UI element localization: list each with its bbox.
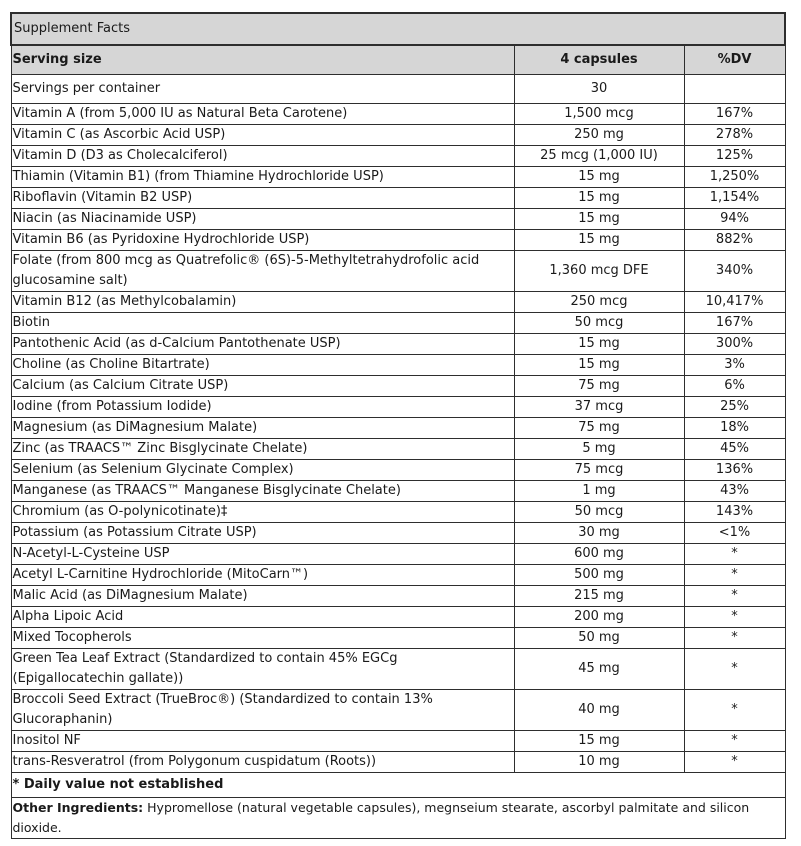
ingredient-name: Iodine (from Potassium Iodide) [11,397,514,418]
table-row [11,649,785,690]
ingredient-name: Zinc (as TRAACS™ Zinc Bisglycinate Chelate) [11,439,514,460]
table-row [11,376,785,397]
ingredient-name: Manganese (as TRAACS™ Manganese Bisglycinate Chelate) [11,481,514,502]
ingredient-name: Thiamin (Vitamin B1) (from Thiamine Hydrochloride USP) [11,167,514,188]
table-row [11,251,785,292]
ingredient-dv: 143% [684,502,785,523]
table-row [11,439,785,460]
ingredient-name: Acetyl L-Carnitine Hydrochloride (MitoCarn™) [11,565,514,586]
ingredient-amount: 37 mcg [514,397,684,418]
ingredient-name: Riboflavin (Vitamin B2 USP) [11,188,514,209]
ingredient-dv: 167% [684,313,785,334]
other-ingredients-row [11,798,785,839]
ingredient-amount: 250 mg [514,125,684,146]
table-row [11,481,785,502]
ingredient-amount: 15 mg [514,188,684,209]
other-ingredients-label: Other Ingredients: [12,800,144,815]
servings-dv [684,75,785,104]
ingredient-dv: 882% [684,230,785,251]
table-row [11,167,785,188]
table-row [11,418,785,439]
ingredient-name: Malic Acid (as DiMagnesium Malate) [11,586,514,607]
servings-row [11,75,785,104]
footnote-row [11,773,785,798]
table-row [11,731,785,752]
ingredient-amount: 15 mg [514,355,684,376]
ingredient-amount: 215 mg [514,586,684,607]
ingredient-dv: 278% [684,125,785,146]
table-row [11,502,785,523]
table-row [11,523,785,544]
table-row [11,292,785,313]
ingredient-amount: 50 mcg [514,313,684,334]
ingredient-dv: 300% [684,334,785,355]
ingredient-name: Magnesium (as DiMagnesium Malate) [11,418,514,439]
ingredient-amount: 75 mg [514,418,684,439]
ingredient-amount: 25 mcg (1,000 IU) [514,146,684,167]
table-row [11,313,785,334]
ingredient-amount: 1,360 mcg DFE [514,251,684,292]
other-ingredients [11,798,785,839]
ingredient-name: Green Tea Leaf Extract (Standardized to contain 45% EGCg (Epigallocatechin gallate)) [11,649,514,690]
ingredient-amount: 15 mg [514,167,684,188]
ingredient-dv: 6% [684,376,785,397]
ingredient-amount: 75 mcg [514,460,684,481]
ingredient-dv: * [684,731,785,752]
table-row [11,607,785,628]
supplement-facts-table [10,12,786,839]
table-row [11,752,785,773]
ingredient-dv: 136% [684,460,785,481]
ingredient-dv: * [684,649,785,690]
ingredient-name: Choline (as Choline Bitartrate) [11,355,514,376]
ingredient-name: Vitamin B6 (as Pyridoxine Hydrochloride USP) [11,230,514,251]
ingredient-amount: 15 mg [514,209,684,230]
ingredient-dv: 3% [684,355,785,376]
ingredient-amount: 40 mg [514,690,684,731]
table-row [11,334,785,355]
ingredient-dv: * [684,628,785,649]
table-title: Supplement Facts [11,13,785,45]
ingredient-name: Mixed Tocopherols [11,628,514,649]
ingredient-dv: * [684,586,785,607]
ingredient-name: Pantothenic Acid (as d-Calcium Pantothenate USP) [11,334,514,355]
dv-header: %DV [684,45,785,75]
ingredient-name: Inositol NF [11,731,514,752]
ingredient-dv: <1% [684,523,785,544]
serving-size-value: 4 capsules [514,45,684,75]
table-row [11,460,785,481]
ingredient-dv: * [684,752,785,773]
ingredient-amount: 5 mg [514,439,684,460]
ingredient-name: Vitamin C (as Ascorbic Acid USP) [11,125,514,146]
ingredient-amount: 15 mg [514,230,684,251]
ingredient-name: trans-Resveratrol (from Polygonum cuspidatum (Roots)) [11,752,514,773]
ingredient-amount: 45 mg [514,649,684,690]
ingredient-dv: 94% [684,209,785,230]
ingredient-amount: 200 mg [514,607,684,628]
ingredient-name: Broccoli Seed Extract (TrueBroc®) (Standardized to contain 13% Glucoraphanin) [11,690,514,731]
servings-value: 30 [514,75,684,104]
ingredient-amount: 50 mcg [514,502,684,523]
ingredient-name: Biotin [11,313,514,334]
ingredient-dv: 45% [684,439,785,460]
ingredient-name: Folate (from 800 mcg as Quatrefolic® (6S)-5-Methyltetrahydrofolic acid glucosamine salt) [11,251,514,292]
ingredient-dv: 25% [684,397,785,418]
ingredient-amount: 50 mg [514,628,684,649]
ingredient-dv: * [684,607,785,628]
ingredient-amount: 250 mcg [514,292,684,313]
ingredient-dv: 340% [684,251,785,292]
table-row [11,355,785,376]
table-row [11,397,785,418]
ingredient-name: Niacin (as Niacinamide USP) [11,209,514,230]
ingredient-amount: 600 mg [514,544,684,565]
ingredient-dv: 167% [684,104,785,125]
ingredient-amount: 1,500 mcg [514,104,684,125]
ingredient-name: Calcium (as Calcium Citrate USP) [11,376,514,397]
ingredient-dv: 1,154% [684,188,785,209]
ingredient-amount: 15 mg [514,334,684,355]
table-row [11,690,785,731]
ingredient-amount: 1 mg [514,481,684,502]
ingredient-dv: * [684,544,785,565]
ingredient-dv: 1,250% [684,167,785,188]
ingredient-name: Chromium (as O-polynicotinate)‡ [11,502,514,523]
table-row [11,209,785,230]
ingredient-name: N-Acetyl-L-Cysteine USP [11,544,514,565]
ingredient-amount: 15 mg [514,731,684,752]
ingredient-name: Selenium (as Selenium Glycinate Complex) [11,460,514,481]
table-row [11,565,785,586]
supplement-facts-panel [10,12,784,839]
ingredient-dv: * [684,690,785,731]
table-row [11,586,785,607]
other-ingredients-text: Hypromellose (natural vegetable capsules), megnseium stearate, ascorbyl palmitate and silicon dioxide. [12,800,750,835]
servings-label: Servings per container [11,75,514,104]
ingredient-dv: 18% [684,418,785,439]
ingredient-name: Vitamin A (from 5,000 IU as Natural Beta Carotene) [11,104,514,125]
ingredient-name: Vitamin D (D3 as Cholecalciferol) [11,146,514,167]
ingredient-dv: * [684,565,785,586]
ingredient-name: Vitamin B12 (as Methylcobalamin) [11,292,514,313]
ingredient-amount: 30 mg [514,523,684,544]
table-row [11,628,785,649]
ingredient-dv: 125% [684,146,785,167]
header-row [11,45,785,75]
table-row [11,544,785,565]
table-row [11,230,785,251]
table-row [11,188,785,209]
table-row [11,146,785,167]
ingredient-amount: 75 mg [514,376,684,397]
footnote-text: * Daily value not established [11,773,785,798]
ingredient-amount: 500 mg [514,565,684,586]
ingredient-name: Alpha Lipoic Acid [11,607,514,628]
ingredient-name: Potassium (as Potassium Citrate USP) [11,523,514,544]
table-row [11,125,785,146]
ingredient-amount: 10 mg [514,752,684,773]
ingredient-dv: 10,417% [684,292,785,313]
title-row [11,13,785,45]
table-row [11,104,785,125]
serving-size-label: Serving size [11,45,514,75]
ingredient-dv: 43% [684,481,785,502]
